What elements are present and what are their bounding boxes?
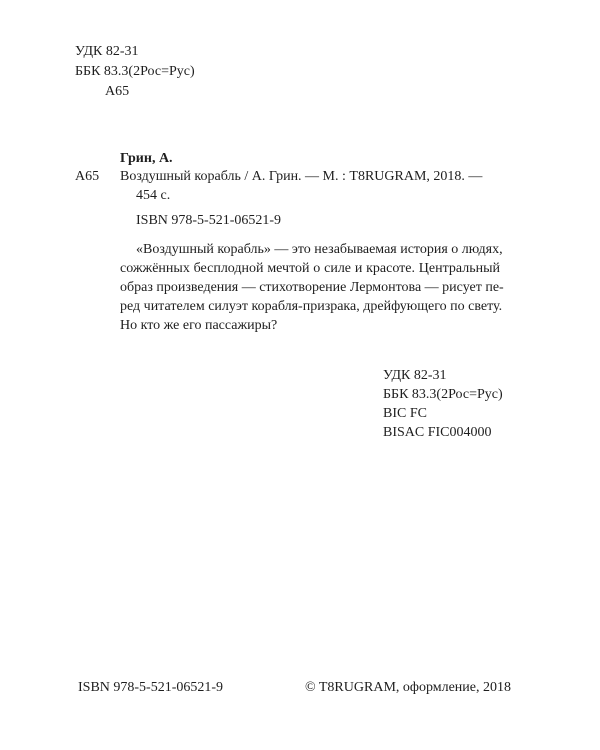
classification-bisac: BISAC FIC004000 <box>383 425 492 440</box>
top-bbk-code: ББК 83.3(2Рос=Рус) <box>75 64 195 79</box>
side-author-code: А65 <box>75 169 100 184</box>
footer-copyright: © T8RUGRAM, оформление, 2018 <box>305 680 512 695</box>
classification-block <box>383 366 503 442</box>
annotation-line: сожжённых бесплодной мечтой о силе и красоте. Центральный <box>120 261 500 276</box>
bibliographic-description: Воздушный корабль / А. Грин. — М. : T8RUGRAM, 2018. — <box>120 169 483 184</box>
annotation-line: образ произведения — стихотворение Лермонтова — рисует пе- <box>120 280 504 295</box>
isbn-line: ISBN 978-5-521-06521-9 <box>136 213 282 228</box>
top-udk-code: УДК 82-31 <box>75 44 139 59</box>
classification-udk: УДК 82-31 <box>383 368 447 383</box>
classification-bic: BIC FC <box>383 406 427 421</box>
top-author-code: А65 <box>105 84 130 99</box>
page-count: 454 с. <box>136 188 171 203</box>
classification-bbk: ББК 83.3(2Рос=Рус) <box>383 387 503 402</box>
annotation-paragraph <box>120 240 504 335</box>
annotation-line: ред читателем силуэт корабля-призрака, дрейфующего по свету. <box>120 299 503 314</box>
author-heading: Грин, А. <box>120 151 173 166</box>
annotation-line: Но кто же его пассажиры? <box>120 318 278 333</box>
annotation-line: «Воздушный корабль» — это незабываемая история о людях, <box>136 242 503 257</box>
footer-isbn: ISBN 978-5-521-06521-9 <box>78 680 224 695</box>
